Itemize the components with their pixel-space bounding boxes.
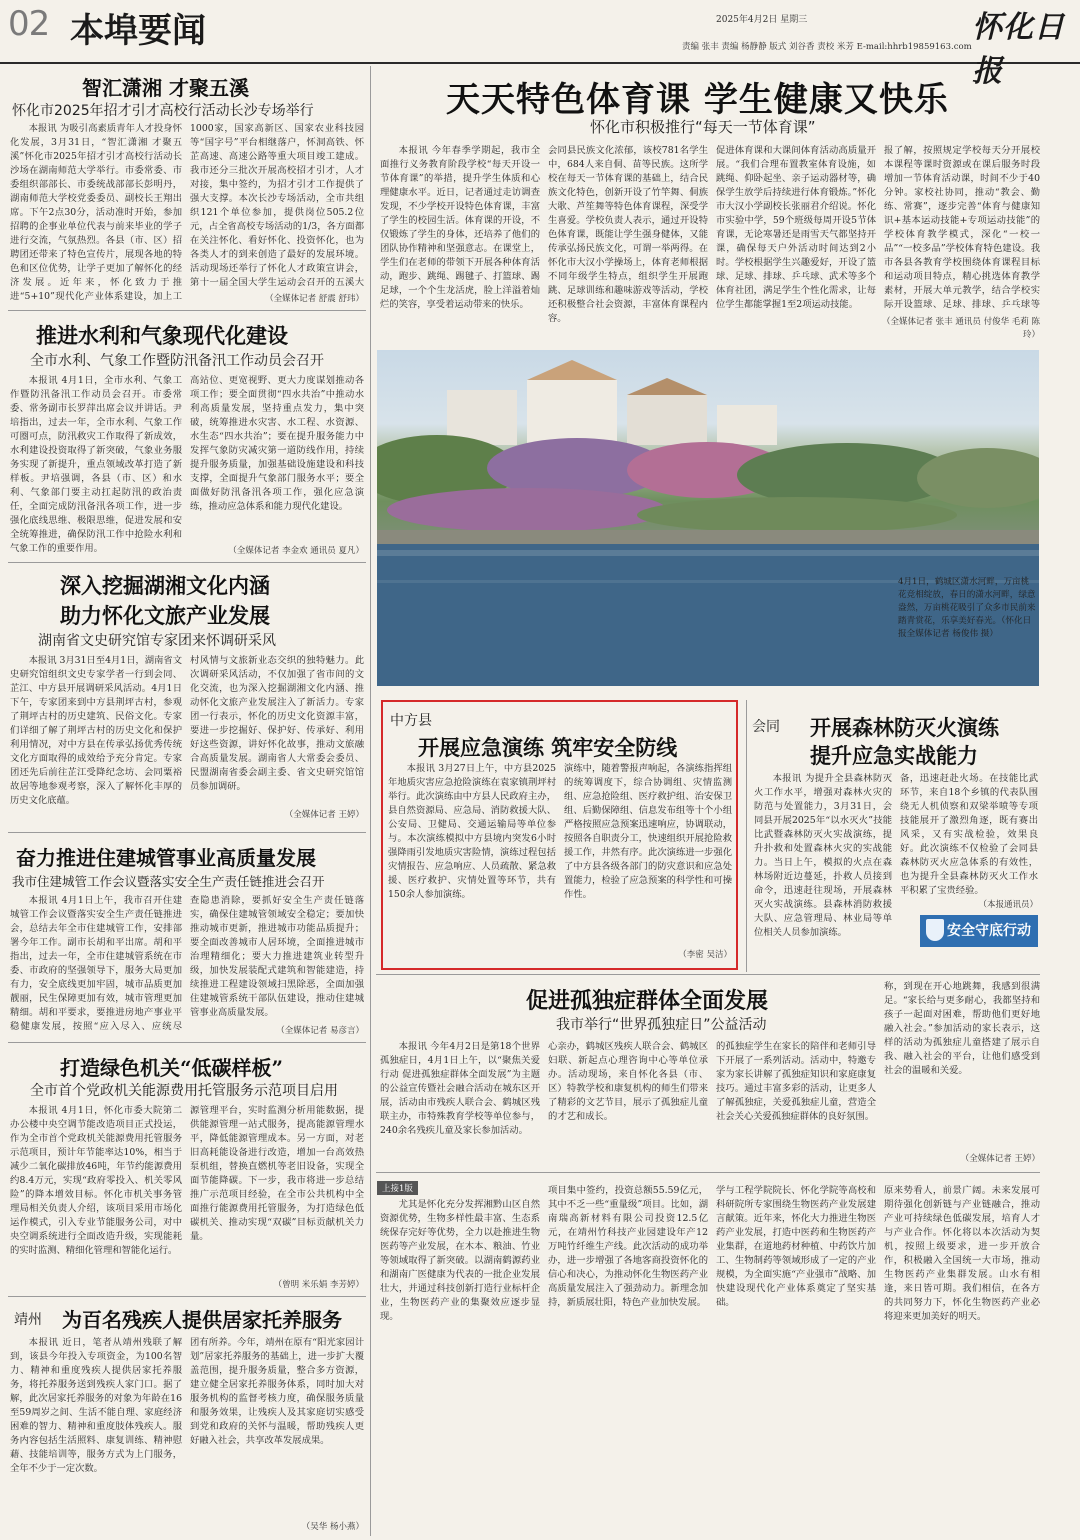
- body-drill-col2: 演练中，随着警报声响起，各演练指挥组的统筹调度下，综合协调组、灾情监测组、应急抢险组、医疗救护组、治安保卫组、后勤保障组、信息发布组等十个小组严格按照应急预案迅速响应，协调联动，按照各自职责分工，快速组织开展抢险救援工作，井然有序。此次演练进一步强化了中方县各级各部门的防灾意识和应急处置能力，检验了应急预案的科学性和可操作性。: [564, 763, 732, 900]
- body-culture-col1: 本报讯 3月31日至4月1日，湖南省文史研究馆组织文史专家学者一行到会同、芷江、中方县开展调研采风活动。4月1日下午，专家团来到中方县荆坪古村，参观了荆坪古村的历史建筑、民俗文化。专家们详细了解了荆坪古村的历史文化和保护利用情况，对中方县在传承弘扬优秀传统文化方面取得的成效给予充分肯定。专家团还先后前往芷江受降纪念坊、会同粟裕故居等地参观考察，深入了解怀化丰厚的历史文化底蕴。: [10, 655, 182, 806]
- body-water-col2: 高站位、更宽视野、更大力度谋划推动各项工作；要全面贯彻“四水共治”中推动水利高质量发展，坚持重点发力，集中突破，统筹推进水灾害、水工程、水资源、水生态“四水共治”；要在提升服务能力中发挥气象防灾减灾第一道防线作用，持续提升服务质量，加强基础设施建设和科技支撑，全面提升气象部门服务水平；要全面做好防汛备汛各项工作，强化应急演练，推动应急体系和能力现代化建设。: [190, 375, 364, 512]
- headline-culture-line1: 深入挖掘湖湘文化内涵: [60, 573, 270, 598]
- photo-caption: 4月1日，鹤城区潇水河畔，万亩桃花竞相绽放，春日的潇水河畔，绿意盎然，万亩桃花吸引了众多市民前来踏青赏花，乐享美好春光。（怀化日报全媒体记者 杨俊伟 摄）: [898, 577, 1036, 639]
- subhead-housing: 我市住建城管工作会议暨落实安全生产责任链推进会召开: [12, 874, 325, 889]
- body-autism-col4: 称，到现在开心地跳舞，我感到很满足。“家长给与更多耐心，我都坚持和孩子一起面对困难，帮助他们更好地融入社会。”参加活动的家长表示，这样的活动为孤独症儿童搭建了展示自我、融入社会的平台，让他们感受到社会的温暖和关爱。: [884, 981, 1040, 1076]
- byline-autism: （全媒体记者 王婷）: [960, 1154, 1040, 1164]
- body-bottom-col1: 尤其是怀化充分发挥湘黔山区自然资源优势，生物多样性最丰富、生态系统保存完好等优势，全力以赴推进生物医药等产业发展，在木本、粮油、竹业等领域取得了新突破。以湖南鹤源药业和湖南广医健康为代表的一批企业发展壮大，并通过科技创新打造行业标杆企业，生物医药产业的集聚效应逐步显现。: [380, 1199, 540, 1322]
- byline-culture: （全媒体记者 王婷）: [284, 810, 364, 820]
- column-divider: [370, 66, 371, 1536]
- body-green-col1: 本报讯 4月1日，怀化市委大院第二办公楼中央空调节能改造项目正式投运，作为全市首个党政机关能源费用托管服务示范项目，预计年节能率达10%，相当于减少二氧化碳排放46吨，年节约能源费用约8.4万元，实现“政府零投入、机关零风险”的降本增效目标。怀化市机关事务管理局相关负责人介绍，该项目采用市场化运作模式，引入专业节能服务公司，对中央空调系统进行全面改造升级，实现能耗的实时监测、精细化管理和智能化运行。: [10, 1105, 182, 1256]
- body-housing-col2: 查隐患消除，要抓好安全生产责任链落实，确保住建城管领域安全稳定；要加快推动城市更新，推进城市功能品质提升；要全面改善城市人居环境，全面推进城市治理精细化；要大力推进建筑业转型升级，加快发展装配式建筑和智能建造，持续推进工程建设领域扫黑除恶，全面加强住建城管系统干部队伍建设，推动住建城管事业高质量发展。: [190, 895, 364, 1018]
- body-housing-col1: 本报讯 4月1日上午，我市召开住建城管工作会议暨落实安全生产责任链推进会，总结去年全市住建城管工作，安排部署今年工作。副市长胡和平出席。胡和平指出，过去一年，全市住建城管系统在市委、市政府的坚强领导下，服务大局更加有力，安全底线更加牢固，城市品质更加靓丽，民生保障更加有效，城市管理更加精细。胡和平要求，要推进房地产事业平稳健康发展，按照“应入尽入、应统尽: [10, 895, 182, 1032]
- body-drill-col1: 本报讯 3月27日上午，中方县2025年地质灾害应急抢险演练在袁家镇荆坪村举行。此次演练由中方县人民政府主办，县自然资源局、应急局、消防救援大队、公安局、卫健局、交通运输局等单位参与。本次演练模拟中方县境内突发6小时强降雨引发地质灾害险情，演练过程包括灾情报告、应急响应、人员疏散、紧急救援、医疗救护、灾情处置等环节，共有150余人参加演练。: [388, 763, 556, 900]
- body-disability-col2: 团有所养。今年，靖州在原有“阳光家园计划”居家托养服务的基础上，进一步扩大覆盖范围，提升服务质量，整合多方资源，建立健全居家托养服务体系，同时加大对服务机构的监督考核力度，确保服务质量和服务效果，让残疾人及其家庭切实感受到党和政府的关怀与温暖，帮助残疾人更好融入社会，共享改革发展成果。: [190, 1337, 364, 1446]
- body-bottom-col2: 项目集中签约，投资总额55.59亿元，其中不乏一些“重量级”项目。比如，湖南瑞高新材料有限公司投资12.5亿元，在靖州竹科技产业园建设年产12万吨竹纤维生产线。此次活动的成功举办，进一步增强了各地客商投资怀化的信心和决心，为推动怀化生物医药产业高质量发展注入了强劲动力。新理念加持，新质展壮阳，特色产业加快发展。: [548, 1185, 708, 1308]
- roof: [627, 378, 707, 395]
- headline-housing: 奋力推进住建城管事业高质量发展: [16, 846, 316, 870]
- kicker-drill: 中方县: [390, 713, 432, 729]
- body-pe-col4: 报了解，按照规定学校每天分开展校本课程等课时资源或在课后服务时段增加一节体育活动课，时间不少于40分钟。家校社协同，推动“教会、勤练、常赛”，逐步完善“体育与健康知识+基本运动技能+专项运动技能”的学校体育教学模式，深化“一校一品”“一校多品”学校体育特色建设。我市各县各教育学校围绕体育课程目标和运动项目特点，精心挑选体育教学素材，开展大单元教学，结合学校实际开设篮球、足球、排球、乒乓球等: [884, 145, 1040, 310]
- headline-disability: 为百名残疾人提供居家托养服务: [62, 1308, 342, 1332]
- publication-date: 2025年4月2日 星期三: [716, 15, 808, 25]
- body-green-col2: 源管理平台，实时监测分析用能数据，提供能源管理一站式服务，提高能源管理水平，降低能源管理成本。另一方面，对老旧高耗能设备进行改造，增加一台高效热泵机组，替换直燃机等老旧设备，实现全面节能降碳。下一步，我市将进一步总结推广示范项目经验，在全市公共机构中全面推行能源费用托管服务，为打造绿色低碳机关、推动实现“双碳”目标贡献机关力量。: [190, 1105, 364, 1242]
- newspaper-masthead: 怀化日报: [972, 10, 1065, 89]
- column-divider: [746, 700, 747, 972]
- byline-pe: （全媒体记者 张丰 通讯员 付俊华 毛莉 陈玲）: [881, 317, 1040, 340]
- tree-cluster: [637, 497, 957, 533]
- editor-credits: 责编 张丰 责编 杨静静 版式 刘谷香 责校 米芳 E-mail:hhrb19859163.com: [682, 42, 972, 52]
- body-disability-col1: 本报讯 近日，笔者从靖州残联了解到，该县今年投入专项资金，为100名智力、精神和重度残疾人提供居家托养服务，将托养服务送到残疾人家门口。据了解，此次居家托养服务的对象为年龄在16至59周岁之间、生活不能自理、家庭经济困难的智力、精神和重度肢体残疾人。服务内容包括生活照料、康复训练、精神慰藉、技能培训等，服务方式为上门服务，全年不少于一定次数。: [10, 1337, 182, 1474]
- body-water-col1: 本报讯 4月1日，全市水利、气象工作暨防汛备汛工作动员会召开。市委常委、常务副市长罗萍出席会议并讲话。尹培指出，过去一年，全市水利、气象工作可圈可点，防汛救灾工作取得了新成效，水利建设投资取得了新突破，气象业务服务实现了新提升，重点领域改革打造了新样板。尹培强调，各县（市、区）和水利、气象部门要主动扛起防汛的政治责任，全面完成防汛备汛各项工作，进一步强化底线思维、极限思维，促进发展和安全统筹推进，确保防汛工作中抢险水利和气象工作的重要作用。: [10, 375, 182, 554]
- kicker-disability: 靖州: [14, 1312, 42, 1328]
- kicker-forest: 会同: [752, 719, 780, 735]
- byline-talent: （全媒体记者 舒震 舒玮）: [265, 294, 364, 304]
- subhead-pe: 怀化市积极推行“每天一节体育课”: [590, 118, 816, 136]
- headline-forest-line2: 提升应急实战能力: [810, 743, 978, 768]
- headline-drill: 开展应急演练 筑牢安全防线: [418, 735, 678, 760]
- headline-autism: 促进孤独症群体全面发展: [526, 988, 769, 1014]
- body-culture-col2: 村风情与文旅新业态交织的独特魅力。此次调研采风活动，不仅加强了省市间的文化交流，也为深入挖掘湖湘文化内涵、推动怀化文旅产业发展注入了新活力。专家团一行表示，怀化的历史文化资源丰富，要进一步挖掘好、保护好、传承好、利用好这些资源，讲好怀化故事，推动文旅融合高质量发展。湖南省人大常委会委员、民盟湖南省委会副主委、省文史研究馆馆员参加调研。: [190, 655, 364, 792]
- building: [627, 395, 707, 445]
- body-forest-col1: 本报讯 为提升全县森林防灭火工作水平，增强对森林火灾的防范与处置能力，3月31日，会同县开展2025年“以水灭火”技能比武暨森林防灭火实战演练，提升扑救和处置森林火灾的实战能力。当日上午，模拟的火点在森林场附近边蔓延，扑救人员接到命令，迅速赶往现场，开展森林灭火实战演练。县森林消防救援大队、应急管理局、林业局等单位相关人员参加演练。: [754, 773, 892, 938]
- subhead-autism: 我市举行“世界孤独症日”公益活动: [556, 1017, 767, 1033]
- headline-green: 打造绿色机关“低碳样板”: [60, 1056, 284, 1080]
- byline-housing: （全媒体记者 易彦言）: [276, 1026, 364, 1036]
- section-title: 本埠要闻: [70, 11, 206, 51]
- body-autism-col2: 心亲办，鹤城区残疾人联合会、鹤城区妇联、新起点心理咨询中心等单位承办。活动现场，来自怀化各县（市、区）特教学校和康复机构的师生们带来了精彩的文艺节目，展示了孤独症儿童的才艺和成长。: [548, 1041, 708, 1122]
- body-talent-col1: 本报讯 为吸引高素质青年人才投身怀化发展，3月31日，“智汇潇湘 才聚五溪”怀化市2025年招才引才高校行活动长沙场在湖南师范大学举行。市委常委、市委组织部部长、市委统战部部长彭明丹，湖南师范大学校党委委员、副校长王翔出席。下午2点30分，活动准时开始，参加招聘的企事业单位代表与前来毕业的学子进行交流，气氛热烈。各县（市、区）招聘团还带来了特色宣传片，展现各地的特色和区位优势，让学子更加了解怀化的经济发展。近年来，怀化致力于推进“5+10”现代化产业体系建设，加上工: [10, 123, 182, 302]
- body-pe-col2: 会同县民族文化浓郁，该校781名学生中，684人来自侗、苗等民族。这所学校在每天一节体育课的基础上，结合民族文化特色，创新开设了竹竿舞、侗族大歌、芦笙舞等特色体育课程，深受学生喜爱。学校负责人表示，通过开设特色体育课，既能让学生强身健体，又能传承弘扬民族文化，可谓一举两得。在怀化市大汉小学操场上，体育老师根据不同年级学生特点，组织学生开展跑跳、足球训练和趣味游戏等活动，学校还积极整合社会资源，丰富体育课程内容。: [548, 145, 708, 324]
- blossom-cluster: [387, 488, 667, 532]
- body-bottom-col3: 学与工程学院院长、怀化学院等高校和科研院所专家围绕生物医药产业发展建言献策。近年来，怀化大力推进生物医药产业发展，打造中医药和生物医药产业集群，在道地药材种植、中药饮片加工、生物制药等领域形成了一定的产业规模，为全面实施“产业强市”战略、加快建设现代化产业体系奠定了坚实基础。: [716, 1185, 876, 1308]
- article-separator: [8, 310, 366, 311]
- article-separator: [376, 1172, 1040, 1173]
- embankment: [377, 530, 1039, 544]
- campaign-banner-label: 安全守底行动: [947, 923, 1031, 939]
- headline-water: 推进水利和气象现代化建设: [36, 323, 288, 348]
- subhead-green: 全市首个党政机关能源费用托管服务示范项目启用: [30, 1083, 338, 1099]
- byline-disability: （吴华 杨小燕）: [301, 1522, 364, 1532]
- body-pe-col3: 促进体育课和大课间体育活动高质量开展。“我们合理布置教室体育设施，如跳绳、仰卧起坐、亲子运动器材等，确保学生放学后持续进行体育锻炼。”怀化市大汉小学副校长张丽君介绍说。怀化市实验中学，59个班级每周开设5节体育课，无论寒暑还是雨雪天气都坚持开课，确保每天户外活动时间达到2小时。学校根据学生兴趣爱好，开设了篮球、足球、排球、乒乓球、武术等多个体育社团，满足学生个性化需求，让每位学生都能掌握1至2项运动技能。: [716, 145, 876, 310]
- headline-culture-line2: 助力怀化文旅产业发展: [60, 603, 270, 628]
- continued-from-page-1: 上接1版: [377, 1181, 418, 1195]
- article-separator: [8, 1042, 366, 1043]
- body-talent-col2: 1000家，国家高新区、国家农业科技园等“国字号”平台相继落户，怀洞高铁、怀芷高速、高速公路等重大项目竣工建成。我市还分三批次开展高校招才引才，人才对接，集中签约，为招才引才工作提供了强大支撑。本次长沙专场活动，全市共组织121个单位参加，提供岗位505.2位元，占全省高校专场活动的1/3，各方面都在关注怀化、看好怀化、投资怀化，也为各类人才的到来创造了最好的发展环境。活动现场还举行了怀化人才政策宣讲会，第十一届全国大学生运动会召开的五溪大: [190, 123, 364, 288]
- roof: [527, 360, 617, 380]
- headline-forest-line1: 开展森林防灭火演练: [810, 715, 999, 740]
- body-bottom-col4: 原来势看人，前景广阔。未来发展可期待强化创新链与产业链融合，推动产业可持续绿色低碳发展，培育人才与产业合作。怀化将以本次活动为契机，按照上级要求，进一步开放合作，积极融入全国统一大市场，推动生物医药产业集群发展。山水有相逢，来日皆可期。我们相信，在各方的共同努力下，怀化生物医药产业必将迎来更加美好的明天。: [884, 1185, 1040, 1322]
- headline-talent: 智汇潇湘 才聚五溪: [82, 76, 249, 100]
- byline-drill: （李密 吴洁）: [678, 950, 732, 960]
- body-autism-col3: 的孤独症学生在家长的陪伴和老师引导下开展了一系列活动。活动中，特邀专家为家长讲解了孤独症知识和家庭康复技巧。通过丰富多彩的活动，让更多人了解孤独症，关爱孤独症儿童，营造全社会关心关爱孤独症群体的良好氛围。: [716, 1041, 876, 1122]
- byline-water: （全媒体记者 李金欢 通讯员 夏凡）: [228, 546, 364, 556]
- byline-green: （曾明 米乐娟 李芳婷）: [273, 1280, 364, 1290]
- body-forest-col2: 备，迅速赶赴火场。在技能比武环节，来自18个乡镇的代表队围绕无人机侦察和双梁举喷等专项技能展开了激烈角逐，既有赛出风采，又有实战检验，效果良好。此次演练不仅检验了会同县森林防灭火应急体系的有效性，也为提升全县森林防灭火工作水平积累了宝贵经验。: [900, 773, 1038, 896]
- subhead-talent: 怀化市2025年招才引才高校行活动长沙专场举行: [12, 103, 314, 119]
- building: [717, 405, 777, 445]
- subhead-water: 全市水利、气象工作暨防汛备汛工作动员会召开: [30, 353, 324, 369]
- article-separator: [376, 974, 1040, 975]
- subhead-culture: 湖南省文史研究馆专家团来怀调研采风: [38, 633, 276, 649]
- shield-icon: [926, 919, 944, 941]
- page-number: 02: [8, 4, 50, 44]
- headline-pe: 天天特色体育课 学生健康又快乐: [446, 80, 949, 120]
- body-autism-col1: 本报讯 今年4月2日是第18个世界孤独症日，4月1日上午，以“聚焦关爱行动 促进孤独症群体全面发展”为主题的公益宣传暨社会融合活动在城东区开展，活动由市残疾人联合会、鹤城区残联主办，市特殊教育学校等单位参与，240余名残疾儿童及家长参加活动。: [380, 1041, 540, 1136]
- body-pe-col1: 本报讯 今年春季学期起，我市全面推行义务教育阶段学校“每天开设一节体育课”的举措，提升学生体质和心理健康水平。近日，记者通过走访调查发现，不少学校开设特色体育课，丰富了学生的校园生活。体育课的开设，不仅锻炼了学生的身体，还培养了他们的团队协作精神和坚强意志。在课堂上，学生们在老师的带领下开展各种体育活动，跑步、跳绳、踢毽子、打篮球、踢足球，一个个生龙活虎，脸上洋溢着灿烂的笑容，享受着运动带来的快乐。: [380, 145, 540, 310]
- article-separator: [8, 1296, 366, 1297]
- byline-forest: （本报通讯员）: [978, 900, 1038, 910]
- article-separator: [8, 562, 366, 563]
- building: [527, 380, 617, 445]
- article-separator: [8, 832, 366, 833]
